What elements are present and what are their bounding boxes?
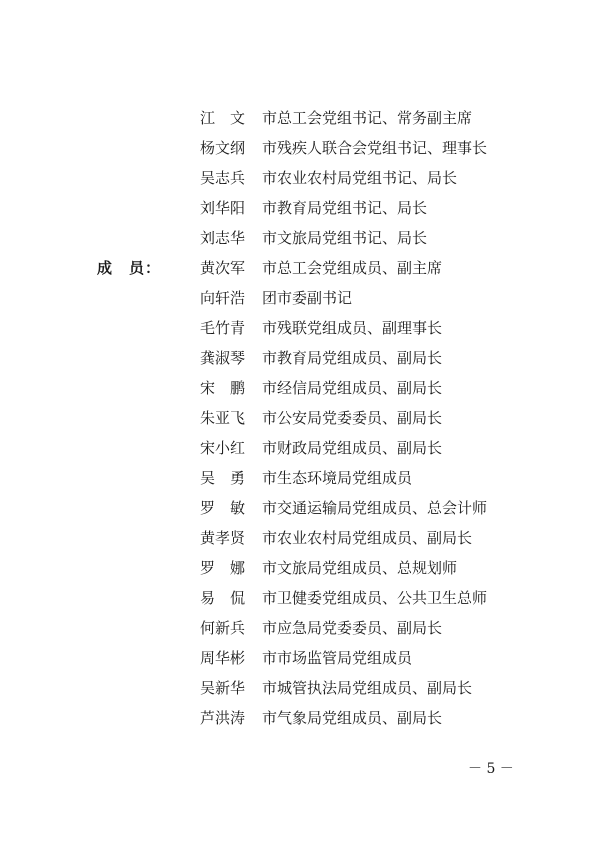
list-item [0,313,595,343]
member-title: 市教育局党组成员、副局长 [262,349,443,367]
member-name: 黄孝贤 [200,529,246,547]
member-name: 毛竹青 [200,319,246,337]
member-title: 团市委副书记 [262,289,353,307]
member-name: 芦洪涛 [200,709,246,727]
member-name: 宋小红 [200,439,246,457]
member-title: 市应急局党委委员、副局长 [262,619,443,637]
list-item [0,103,595,133]
list-item [0,193,595,223]
list-item [0,133,595,163]
member-name: 杨文纲 [200,139,246,157]
member-name: 吴志兵 [200,169,246,187]
list-item [0,673,595,703]
member-title: 市残联党组成员、副理事长 [262,319,443,337]
member-name: 何新兵 [200,619,246,637]
member-title: 市农业农村局党组成员、副局长 [262,529,473,547]
list-item [0,403,595,433]
member-name: 朱亚飞 [200,409,246,427]
member-list [0,103,595,733]
member-name: 罗 敏 [200,499,246,517]
member-name: 吴新华 [200,679,246,697]
member-name: 刘华阳 [200,199,246,217]
member-title: 市交通运输局党组成员、总会计师 [262,499,488,517]
list-item [0,583,595,613]
member-name: 刘志华 [200,229,246,247]
list-item [0,343,595,373]
member-title: 市总工会党组成员、副主席 [262,259,443,277]
member-title: 市城管执法局党组成员、副局长 [262,679,473,697]
members-section-label: 成 员： [97,259,162,277]
list-item [0,223,595,253]
list-item [0,703,595,733]
member-title: 市经信局党组成员、副局长 [262,379,443,397]
page-number: － 5 － [468,761,514,777]
member-name: 江 文 [200,109,246,127]
member-title: 市文旅局党组书记、局长 [262,229,428,247]
list-item [0,283,595,313]
list-item [0,433,595,463]
member-title: 市教育局党组书记、局长 [262,199,428,217]
list-item [0,643,595,673]
list-item [0,463,595,493]
list-item [0,613,595,643]
member-title: 市财政局党组成员、副局长 [262,439,443,457]
list-item [0,553,595,583]
member-title: 市文旅局党组成员、总规划师 [262,559,458,577]
member-name: 龚淑琴 [200,349,246,367]
member-title: 市市场监管局党组成员 [262,649,413,667]
member-title: 市卫健委党组成员、公共卫生总师 [262,589,488,607]
list-item [0,253,595,283]
member-title: 市残疾人联合会党组书记、理事长 [262,139,488,157]
list-item [0,163,595,193]
member-name: 吴 勇 [200,469,246,487]
member-name: 宋 鹏 [200,379,246,397]
member-name: 易 侃 [200,589,246,607]
member-title: 市气象局党组成员、副局长 [262,709,443,727]
member-name: 黄次军 [200,259,246,277]
list-item [0,493,595,523]
member-title: 市生态环境局党组成员 [262,469,413,487]
member-name: 向轩浩 [200,289,246,307]
member-name: 罗 娜 [200,559,246,577]
member-name: 周华彬 [200,649,246,667]
member-title: 市公安局党委委员、副局长 [262,409,443,427]
member-title: 市农业农村局党组书记、局长 [262,169,458,187]
list-item [0,523,595,553]
list-item [0,373,595,403]
member-title: 市总工会党组书记、常务副主席 [262,109,473,127]
